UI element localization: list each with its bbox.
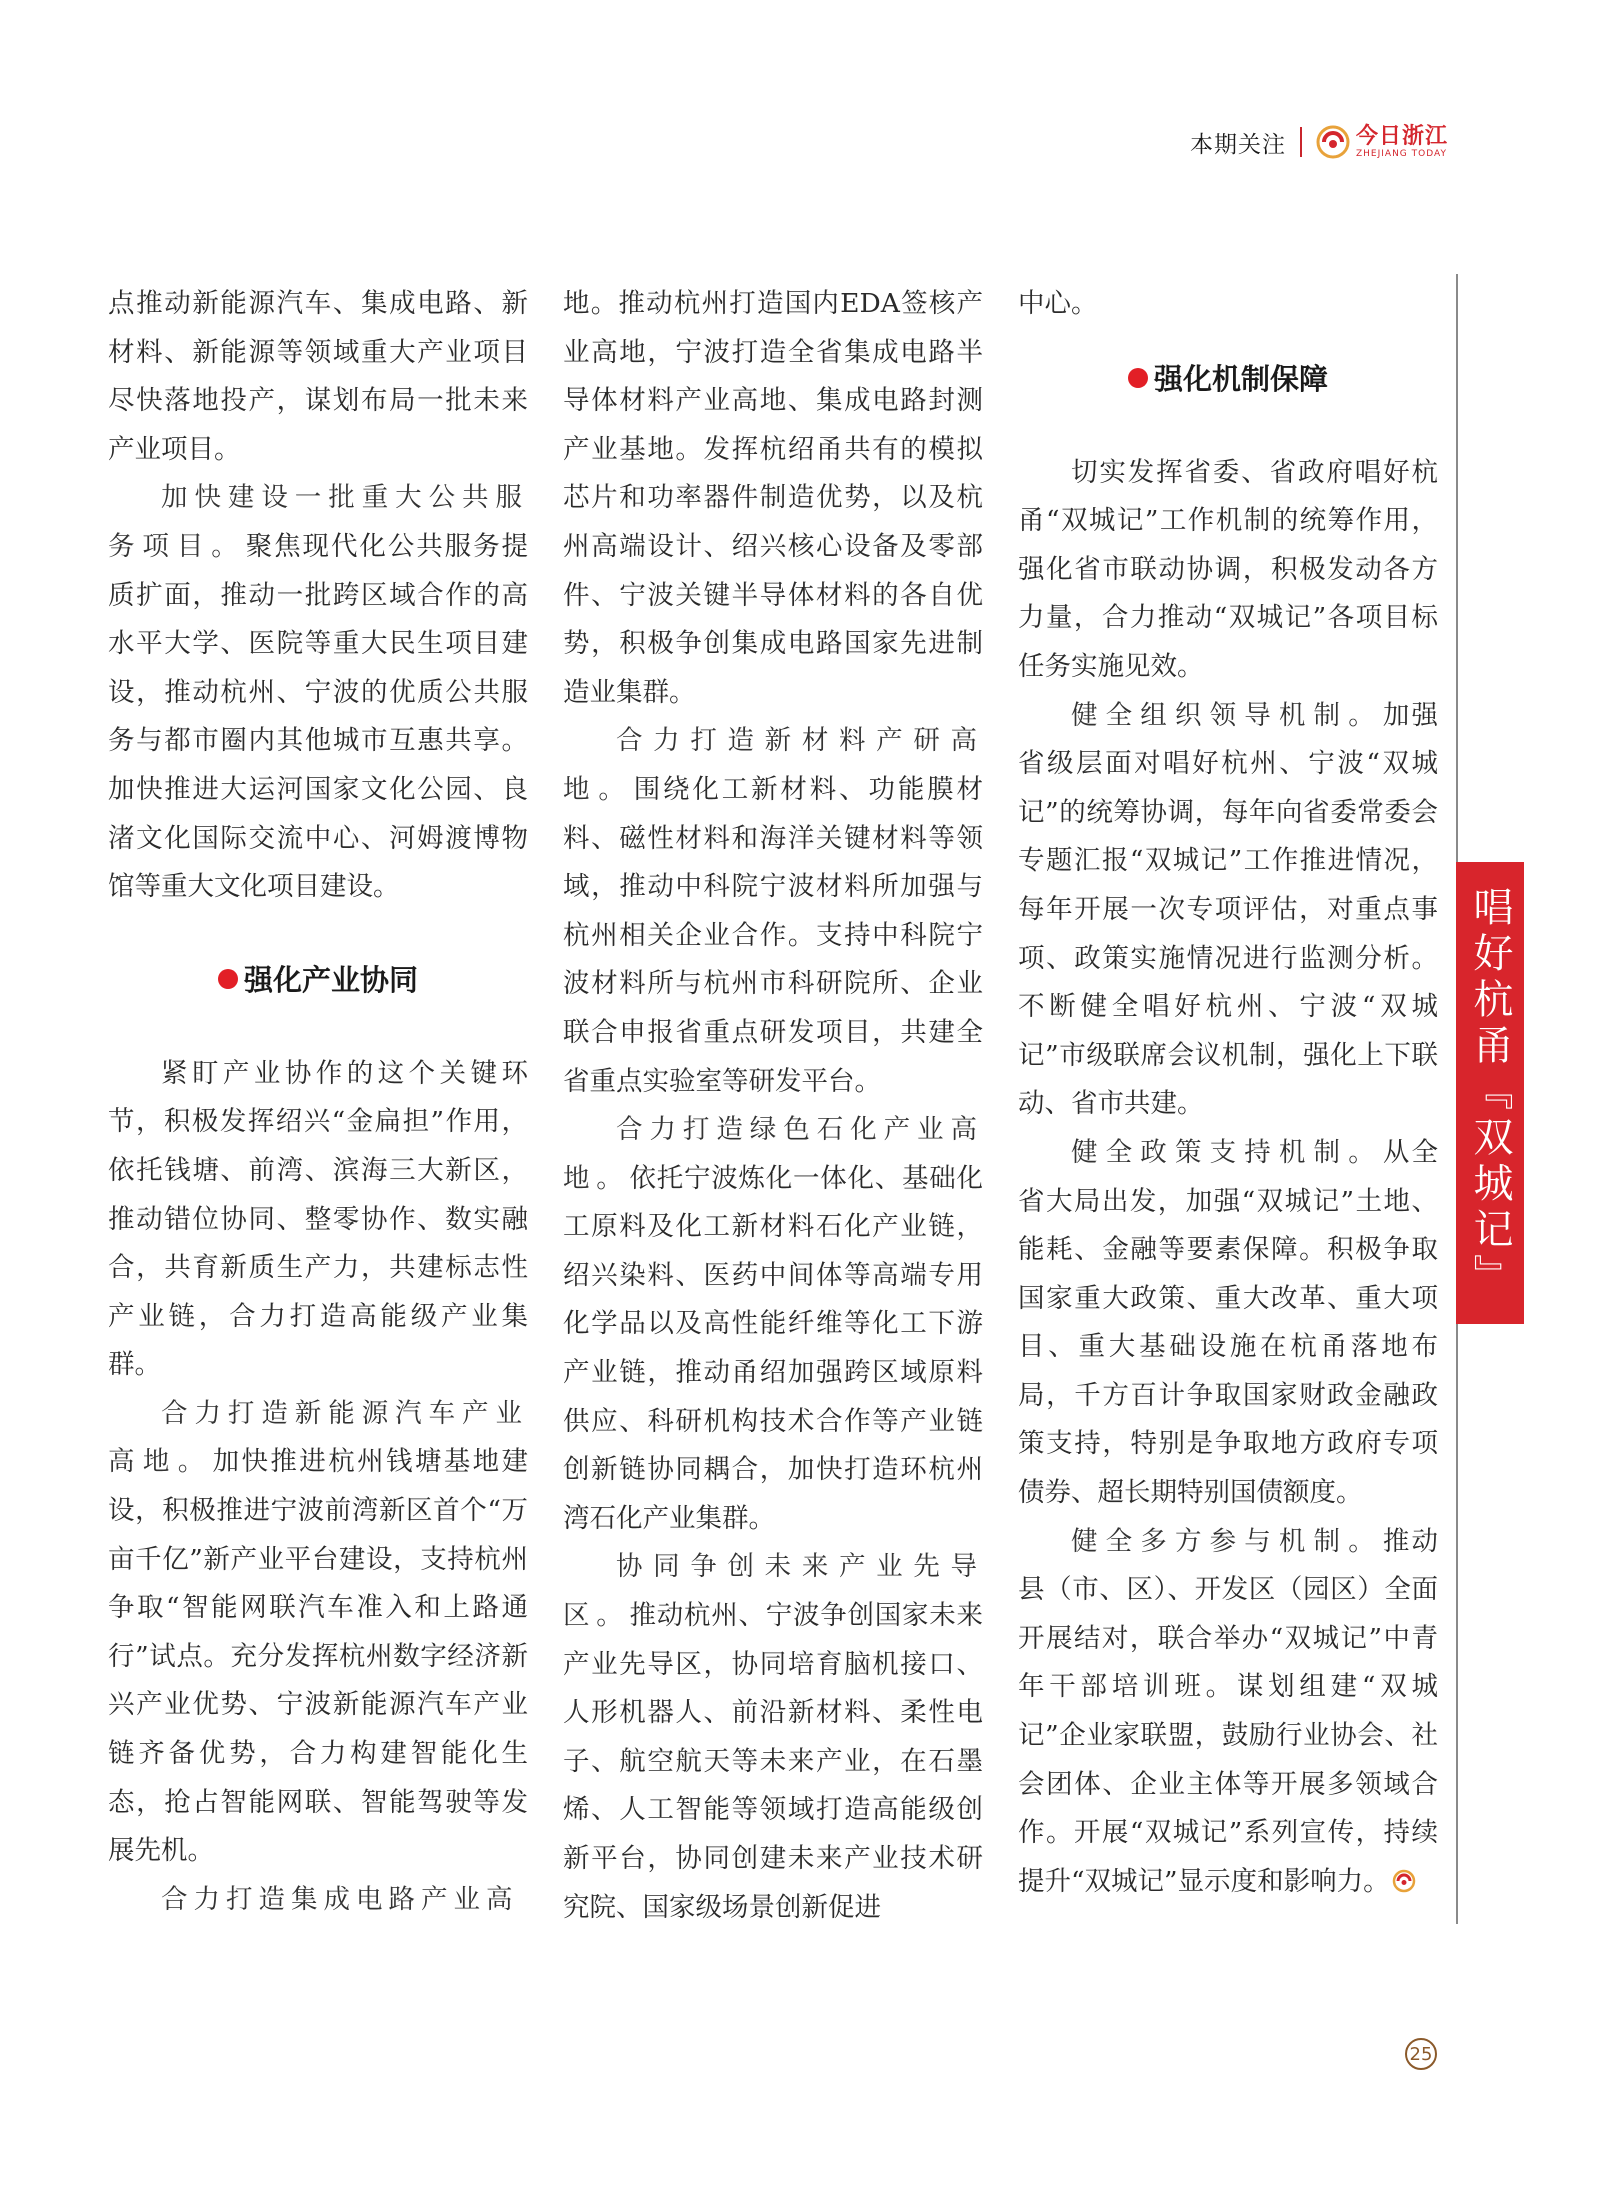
paragraph-body: 围绕化工新材料、功能膜材料、磁性材料和海洋关键材料等领域，推动中科院宁波材料所加强与杭州相关企业合作。支持中科院宁波材料所与杭州市科研院所、企业联合申报省重点研发项目，共建全省重点实验室等研发平台。 [563,773,984,1097]
section-label: 本期关注 [1189,131,1286,158]
paragraph [108,1876,528,1925]
paragraph-body: 加快推进杭州钱塘基地建设，积极推进宁波前湾新区首个“万亩千亿”新产业平台建设，支持杭州争取“智能网联汽车准入和上路通行”试点。充分发挥杭州数字经济新兴产业优势、宁波新能源汽车产业链齐备优势，合力构建智能化生态，抢占智能网联、智能驾驶等发展先机。 [108,1446,529,1867]
paragraph [1018,1518,1438,1907]
logo-title: 今日浙江 [1355,123,1448,149]
paragraph-body: 推动县（市、区）、开发区（园区）全面开展结对，联合举办“双城记”中青年干部培训班。谋划组建“双城记”企业家联盟，鼓励行业协会、社会团体、企业主体等开展多领域合作。开展“双城记”系列宣传，持续提升“双城记”显示度和影响力。 [1018,1525,1439,1897]
paragraph-lead: 合力打造绿色石化产业高地。 [563,1114,983,1194]
paragraph [563,1543,983,1932]
column-3 [1018,280,1438,1906]
section-heading: 强化机制保障 [1018,359,1438,399]
topic-sidebar-tab [1456,862,1524,1324]
paragraph [108,474,528,911]
paragraph: 中心。 [1018,288,1098,319]
paragraph: 紧盯产业协作的这个关键环节，积极发挥绍兴“金扁担”作用，依托钱塘、前湾、滨海三大新区，推动错位协同、整零协作、数实融合，共育新质生产力，共建标志性产业链，合力打造高能级产业集群。 [108,1057,528,1381]
section-heading: 强化产业协同 [108,960,528,1000]
header-separator [1300,127,1302,157]
paragraph [1018,692,1438,1129]
column-2 [563,280,983,1932]
paragraph-lead: 健全组织领导机制。 [1071,699,1383,731]
paragraph [108,1390,528,1876]
column-1 [108,280,528,1924]
magazine-logo [1316,125,1448,159]
paragraph [563,1106,983,1543]
paragraph-lead: 健全多方参与机制。 [1071,1525,1383,1557]
paragraph-body: 聚焦现代化公共服务提质扩面，推动一批跨区域合作的高水平大学、医院等重大民生项目建设，推动杭州、宁波的优质公共服务与都市圈内其他城市互惠共享。加快推进大运河国家文化公园、良渚文化国际交流中心、河姆渡博物馆等重大文化项目建设。 [108,530,529,903]
paragraph-lead: 合力打造集成电路产业高 [161,1883,519,1915]
red-bullet-icon [218,969,238,989]
paragraph: 地。推动杭州打造国内EDA签核产业高地，宁波打造全省集成电路半导体材料产业高地、集成电路封测产业基地。发挥杭绍甬共有的模拟芯片和功率器件制造优势，以及杭州高端设计、绍兴核心设备及零部件、宁波关键半导体材料的各自优势，积极争创集成电路国家先进制造业集群。 [563,288,983,708]
red-bullet-icon [1128,368,1148,388]
paragraph: 点推动新能源汽车、集成电路、新材料、新能源等领域重大产业项目尽快落地投产，谋划布局一批未来产业项目。 [108,288,528,465]
paragraph-lead: 合力打造新能源汽车产业高地。 [108,1397,528,1478]
paragraph-lead: 加快建设一批重大公共服务项目。 [108,482,528,562]
paragraph-body: 推动杭州、宁波争创国家未来产业先导区，协同培育脑机接口、人形机器人、前沿新材料、柔性电子、航空航天等未来产业，在石墨烯、人工智能等领域打造高能级创新平台，协同创建未来产业技术研究院、国家级场景创新促进 [563,1600,983,1923]
paragraph [1018,1129,1438,1518]
logo-swirl-icon [1316,125,1350,159]
logo-subtitle: ZHEJIANG TODAY [1355,148,1447,159]
paragraph-lead: 协同争创未来产业先导区。 [563,1551,983,1632]
page-number: 25 [1405,2038,1437,2070]
paragraph-body: 加强省级层面对唱好杭州、宁波“双城记”的统筹协调，每年向省委常委会专题汇报“双城记”工作推进情况，每年开展一次专项评估，对重点事项、政策实施情况进行监测分析。不断健全唱好杭州、宁波“双城记”市级联席会议机制，强化上下联动、省市共建。 [1018,699,1439,1120]
sidebar-title: 唱好杭甬『双城记』 [1467,886,1513,1300]
paragraph-body: 依托宁波炼化一体化、基础化工原料及化工新材料石化产业链，绍兴染料、医药中间体等高端专用化学品以及高性能纤维等化工下游产业链，推动甬绍加强跨区域原料供应、科研机构技术合作等产业链创新链协同耦合，加快打造环杭州湾石化产业集群。 [563,1162,983,1534]
paragraph-lead: 健全政策支持机制。 [1071,1136,1383,1168]
paragraph [563,717,983,1106]
end-mark-icon [1392,1869,1416,1893]
paragraph-lead: 合力打造新材料产研高地。 [563,725,983,805]
paragraph-body: 从全省大局出发，加强“双城记”土地、能耗、金融等要素保障。积极争取国家重大政策、重大改革、重大项目、重大基础设施在杭甬落地布局，千方百计争取国家财政金融政策支持，特别是争取地方政府专项债券、超长期特别国债额度。 [1018,1136,1439,1509]
page-header [1190,122,1448,162]
paragraph: 切实发挥省委、省政府唱好杭甬“双城记”工作机制的统筹作用，强化省市联动协调，积极发动各方力量，合力推动“双城记”各项目标任务实施见效。 [1018,456,1438,682]
